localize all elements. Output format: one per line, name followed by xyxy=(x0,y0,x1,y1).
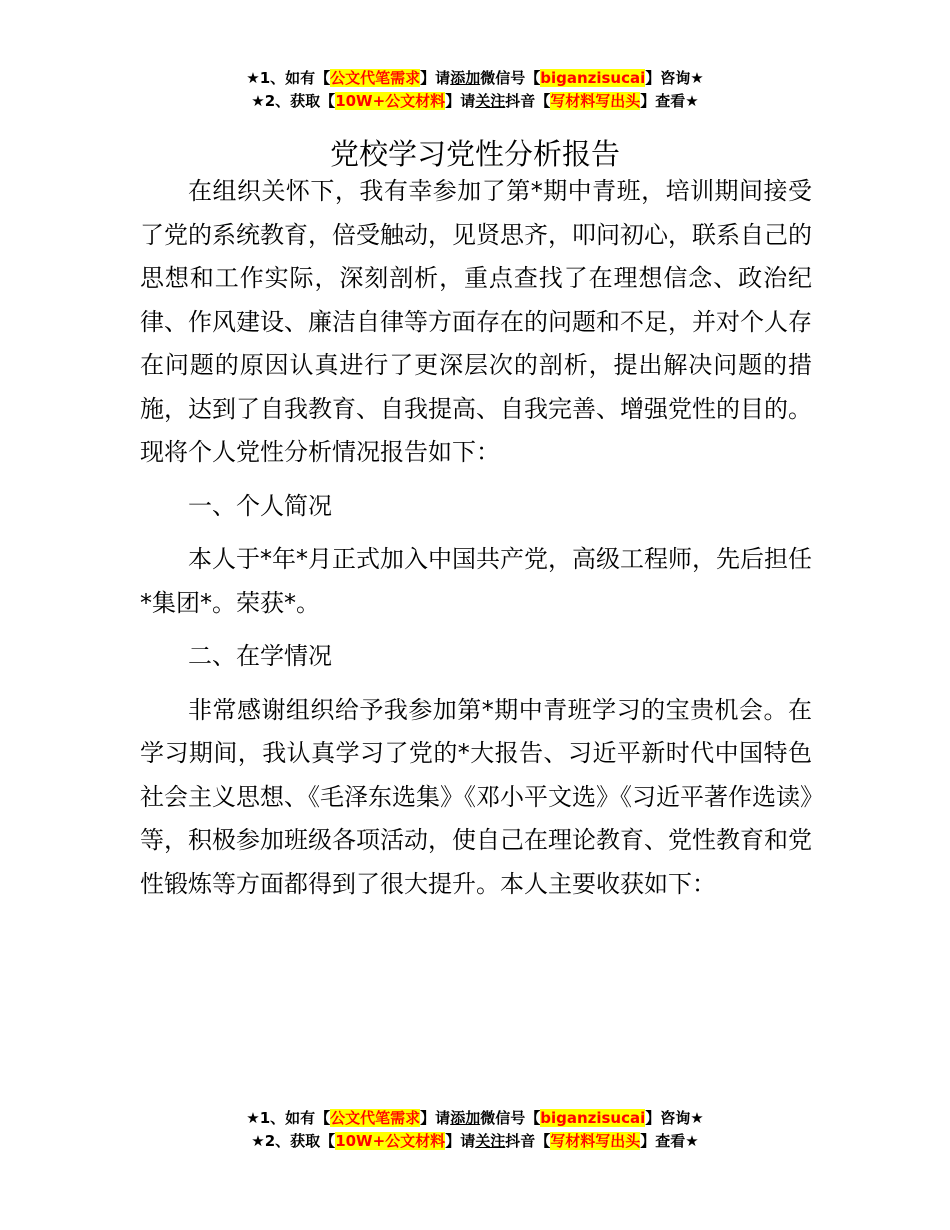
banner-line-1: ★1、如有【公文代笔需求】请添加微信号【biganzisucai】咨询★ xyxy=(246,69,704,87)
banner-highlight: biganzisucai xyxy=(540,1109,646,1127)
document-body xyxy=(140,170,812,916)
banner-highlight: 10W+公文材料 xyxy=(335,92,446,110)
paragraph-study: 非常感谢组织给予我参加第*期中青班学习的宝贵机会。在学习期间，我认真学习了党的*大报告、习近平新时代中国特色社会主义思想、《毛泽东选集》《邓小平文选》《习近平著作选读》等，积极参加班级各项活动，使自己在理论教育、党性教育和党性锻炼等方面都得到了很大提升。本人主要收获如下： xyxy=(140,695,812,898)
banner-highlight: 公文代笔需求 xyxy=(330,1109,421,1127)
banner-highlight: 写材料写出头 xyxy=(550,1132,641,1150)
document-title: 党校学习党性分析报告 xyxy=(329,137,620,172)
section-heading-1: 一、个人简况 xyxy=(188,491,332,520)
banner-line-2: ★2、获取【10W+公文材料】请关注抖音【写材料写出头】查看★ xyxy=(251,92,699,110)
banner-highlight: biganzisucai xyxy=(540,69,646,87)
banner-highlight: 写材料写出头 xyxy=(550,92,641,110)
banner-line-2: ★2、获取【10W+公文材料】请关注抖音【写材料写出头】查看★ xyxy=(251,1132,699,1150)
footer-banner xyxy=(0,1107,950,1153)
paragraph-intro: 在组织关怀下，我有幸参加了第*期中青班，培训期间接受了党的系统教育，倍受触动，见贤思齐，叩问初心，联系自己的思想和工作实际，深刻剖析，重点查找了在理想信念、政治纪律、作风建设、廉洁自律等方面存在的问题和不足，并对个人存在问题的原因认真进行了更深层次的剖析，提出解决问题的措施，达到了自我教育、自我提高、自我完善、增强党性的目的。现将个人党性分析情况报告如下： xyxy=(140,177,812,466)
section-heading-2: 二、在学情况 xyxy=(188,642,332,670)
banner-highlight: 公文代笔需求 xyxy=(330,69,421,87)
banner-highlight: 10W+公文材料 xyxy=(335,1132,446,1150)
header-banner xyxy=(0,67,950,113)
paragraph-profile: 本人于*年*月正式加入中国共产党，高级工程师，先后担任*集团*。荣获*。 xyxy=(140,545,812,617)
banner-line-1: ★1、如有【公文代笔需求】请添加微信号【biganzisucai】咨询★ xyxy=(246,1109,704,1127)
